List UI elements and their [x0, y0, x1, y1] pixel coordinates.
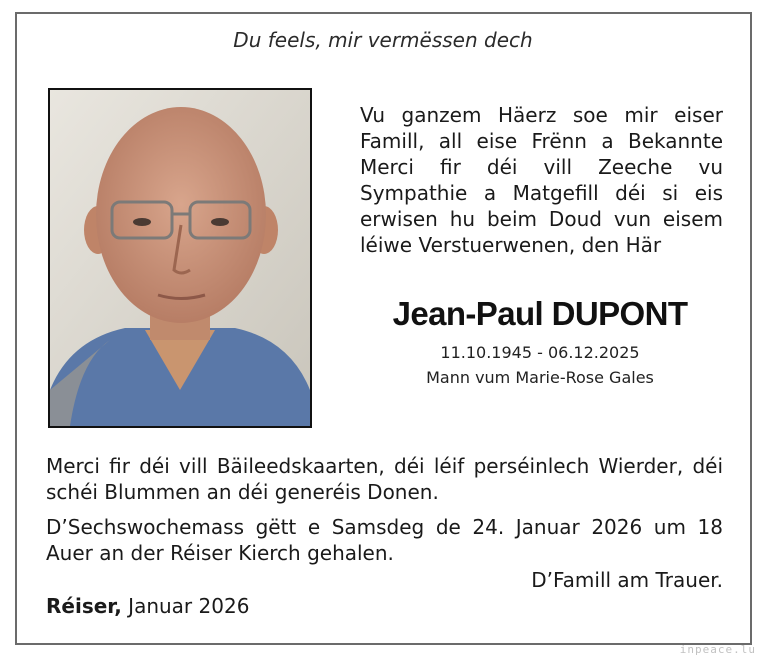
deceased-name: Jean-Paul DUPONT: [392, 295, 688, 332]
portrait-image: [50, 90, 310, 426]
signature-line: [46, 594, 249, 618]
spouse-relation: Mann vum Marie-Rose Gales: [426, 368, 654, 387]
mass-announcement: D’Sechswochemass gëtt e Samsdeg de 24. Januar 2026 um 18 Auer an der Réiser Kierch gehalen.: [46, 515, 723, 565]
signature-date: Januar 2026: [128, 594, 250, 618]
watermark: inpeace.lu: [679, 643, 756, 656]
intro-text: Vu ganzem Häerz soe mir eiser Famill, all eise Frënn a Bekannte Merci fir déi vill Zeeche vu Sympathie a Matgefill déi si eis erwisen hu beim Doud vun eisem léiwe Verstuerwenen, den Här: [360, 103, 723, 257]
motto: Du feels, mir vermëssen dech: [233, 28, 533, 52]
portrait-photo: [48, 88, 312, 428]
signature-place: Réiser,: [46, 594, 122, 618]
closing-line: D’Famill am Trauer.: [531, 568, 723, 592]
thanks-text: Merci fir déi vill Bäileedskaarten, déi léif perséinlech Wierder, déi schéi Blummen an déi generéis Donen.: [46, 454, 723, 504]
life-dates: 11.10.1945 - 06.12.2025: [440, 343, 640, 362]
